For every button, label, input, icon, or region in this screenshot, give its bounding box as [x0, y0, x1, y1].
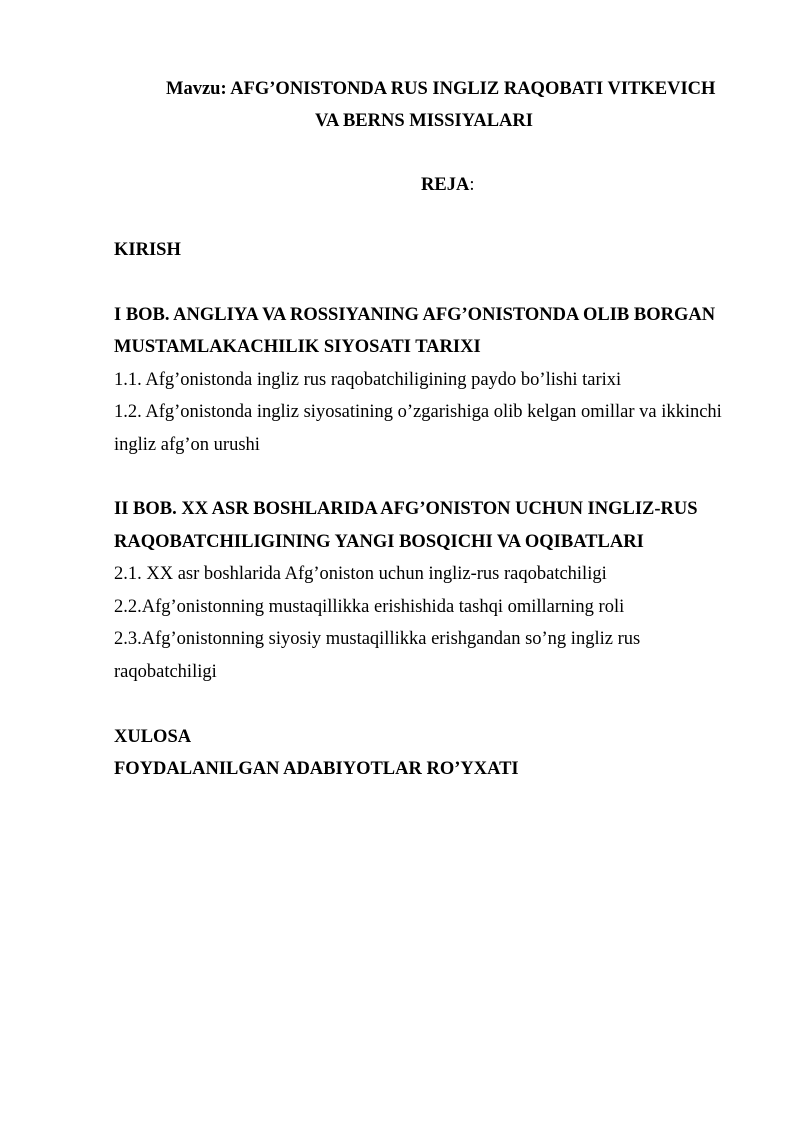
references-heading: FOYDALANILGAN ADABIYOTLAR RO’YXATI: [114, 759, 519, 779]
chapter1-section-1-2-cont: ingliz afg’on urushi: [114, 435, 260, 455]
chapter1-section-1-2: 1.2. Afg’onistonda ingliz siyosatining o’zgarishiga olib kelgan omillar va ikkinchi: [114, 402, 722, 422]
chapter2-title-line-1: II BOB. XX ASR BOSHLARIDA AFG’ONISTON UCHUN INGLIZ-RUS: [114, 499, 698, 519]
chapter1-title-line-1: I BOB. ANGLIYA VA ROSSIYANING AFG’ONISTONDA OLIB BORGAN: [114, 305, 716, 325]
plan-heading-text: REJA: [421, 175, 470, 195]
chapter2-title-line-2: RAQOBATCHILIGINING YANGI BOSQICHI VA OQIBATLARI: [114, 532, 644, 552]
chapter2-section-2-2: 2.2.Afg’onistonning mustaqillikka erishishida tashqi omillarning roli: [114, 597, 625, 617]
title-line-1: Mavzu: AFG’ONISTONDA RUS INGLIZ RAQOBATI VITKEVICH: [166, 79, 716, 99]
chapter1-title-line-2: MUSTAMLAKACHILIK SIYOSATI TARIXI: [114, 337, 481, 357]
conclusion-heading: XULOSA: [114, 727, 192, 747]
intro-heading: KIRISH: [114, 240, 181, 260]
chapter2-section-2-3: 2.3.Afg’onistonning siyosiy mustaqillikka erishgandan so’ng ingliz rus: [114, 629, 641, 649]
chapter1-section-1-1: 1.1. Afg’onistonda ingliz rus raqobatchiligining paydo bo’lishi tarixi: [114, 370, 622, 390]
plan-heading-colon: :: [469, 175, 475, 195]
plan-heading: [421, 174, 474, 196]
chapter2-section-2-3-cont: raqobatchiligi: [114, 662, 217, 682]
title-line-2: VA BERNS MISSIYALARI: [315, 111, 533, 131]
chapter2-section-2-1: 2.1. XX asr boshlarida Afg’oniston uchun ingliz-rus raqobatchiligi: [114, 564, 607, 584]
